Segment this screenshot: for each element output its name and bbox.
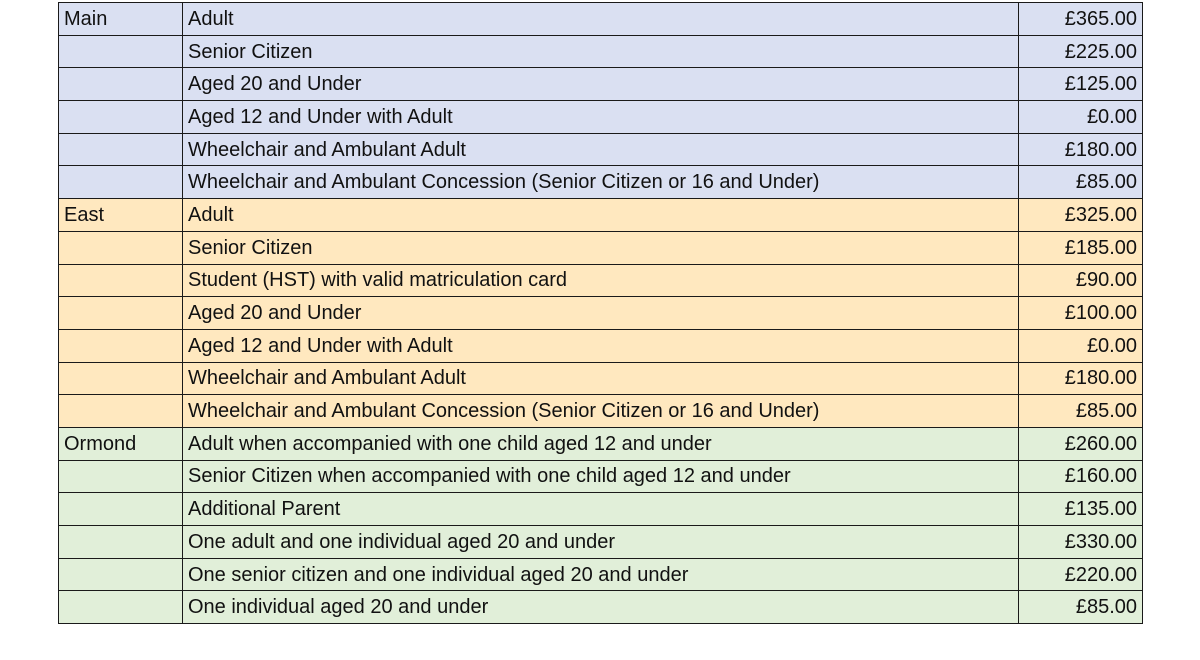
stand-cell (59, 133, 183, 166)
table-row (59, 395, 1143, 428)
price-cell: £100.00 (1019, 297, 1143, 330)
table-row (59, 297, 1143, 330)
stand-cell (59, 526, 183, 559)
price-cell: £180.00 (1019, 133, 1143, 166)
table-row (59, 460, 1143, 493)
category-cell: Wheelchair and Ambulant Concession (Senior Citizen or 16 and Under) (183, 395, 1019, 428)
table-row (59, 558, 1143, 591)
price-cell: £185.00 (1019, 231, 1143, 264)
price-cell: £0.00 (1019, 101, 1143, 134)
table-row (59, 35, 1143, 68)
stand-cell (59, 591, 183, 624)
stand-cell: Main (59, 3, 183, 36)
category-cell: Student (HST) with valid matriculation card (183, 264, 1019, 297)
price-table-body (59, 3, 1143, 624)
table-row (59, 329, 1143, 362)
stand-cell (59, 101, 183, 134)
table-row (59, 133, 1143, 166)
stand-cell (59, 68, 183, 101)
price-cell: £90.00 (1019, 264, 1143, 297)
category-cell: One individual aged 20 and under (183, 591, 1019, 624)
category-cell: Adult when accompanied with one child aged 12 and under (183, 427, 1019, 460)
table-row (59, 231, 1143, 264)
category-cell: Senior Citizen when accompanied with one child aged 12 and under (183, 460, 1019, 493)
table-row (59, 526, 1143, 559)
price-cell: £180.00 (1019, 362, 1143, 395)
category-cell: Aged 20 and Under (183, 68, 1019, 101)
stand-cell (59, 460, 183, 493)
category-cell: One adult and one individual aged 20 and under (183, 526, 1019, 559)
price-cell: £330.00 (1019, 526, 1143, 559)
stand-cell (59, 493, 183, 526)
table-row (59, 427, 1143, 460)
table-row (59, 166, 1143, 199)
stand-cell: Ormond (59, 427, 183, 460)
season-ticket-price-table (58, 2, 1143, 624)
price-cell: £260.00 (1019, 427, 1143, 460)
category-cell: Additional Parent (183, 493, 1019, 526)
price-cell: £125.00 (1019, 68, 1143, 101)
price-cell: £220.00 (1019, 558, 1143, 591)
stand-cell (59, 362, 183, 395)
category-cell: Aged 12 and Under with Adult (183, 329, 1019, 362)
stand-cell (59, 395, 183, 428)
table-row (59, 68, 1143, 101)
category-cell: Wheelchair and Ambulant Adult (183, 133, 1019, 166)
category-cell: Senior Citizen (183, 35, 1019, 68)
price-cell: £85.00 (1019, 395, 1143, 428)
table-row (59, 362, 1143, 395)
category-cell: Adult (183, 3, 1019, 36)
stand-cell (59, 297, 183, 330)
category-cell: Adult (183, 199, 1019, 232)
category-cell: Aged 20 and Under (183, 297, 1019, 330)
price-cell: £160.00 (1019, 460, 1143, 493)
stand-cell (59, 264, 183, 297)
table-row (59, 199, 1143, 232)
table-row (59, 101, 1143, 134)
stand-cell (59, 231, 183, 264)
category-cell: Wheelchair and Ambulant Concession (Senior Citizen or 16 and Under) (183, 166, 1019, 199)
stand-cell (59, 558, 183, 591)
stand-cell: East (59, 199, 183, 232)
table-row (59, 493, 1143, 526)
table-row (59, 3, 1143, 36)
price-cell: £225.00 (1019, 35, 1143, 68)
category-cell: Wheelchair and Ambulant Adult (183, 362, 1019, 395)
stand-cell (59, 35, 183, 68)
category-cell: One senior citizen and one individual aged 20 and under (183, 558, 1019, 591)
category-cell: Senior Citizen (183, 231, 1019, 264)
price-cell: £85.00 (1019, 591, 1143, 624)
price-cell: £0.00 (1019, 329, 1143, 362)
stand-cell (59, 329, 183, 362)
price-cell: £85.00 (1019, 166, 1143, 199)
price-cell: £325.00 (1019, 199, 1143, 232)
table-row (59, 591, 1143, 624)
table-row (59, 264, 1143, 297)
price-cell: £135.00 (1019, 493, 1143, 526)
stand-cell (59, 166, 183, 199)
category-cell: Aged 12 and Under with Adult (183, 101, 1019, 134)
price-cell: £365.00 (1019, 3, 1143, 36)
